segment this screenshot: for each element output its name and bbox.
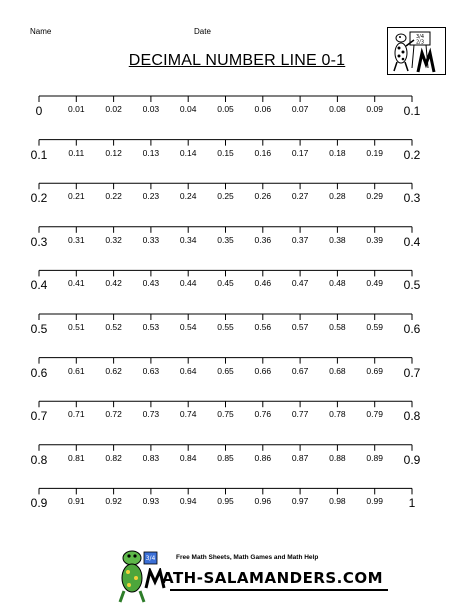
number-line-start-label: 0.8 [30,452,48,467]
number-line-end-label: 1 [408,496,416,511]
number-line-tick-label: 0.84 [179,452,197,463]
number-line-tick-label: 0.26 [254,191,272,202]
number-line-tick-label: 0.51 [68,322,85,332]
number-line-tick-label: 0.94 [179,496,197,507]
number-line-tick-label: 0.19 [366,147,383,158]
number-line-tick-label: 0.38 [329,234,346,245]
number-line-tick-label: 0.33 [142,234,160,245]
number-line-tick-label: 0.31 [68,234,85,245]
number-line-tick-label: 0.69 [366,365,383,376]
number-line-start-label: 0.6 [30,365,48,380]
number-line-tick-label: 0.85 [217,452,234,463]
number-line-tick-label: 0.21 [68,191,85,202]
number-line-tick-label: 0.67 [291,365,309,376]
number-line-tick-label: 0.17 [291,147,309,158]
number-line-tick-label: 0.75 [217,409,234,420]
number-line-tick-label: 0.78 [329,409,346,420]
number-line-tick-label: 0.12 [105,147,122,158]
number-line-tick-label: 0.89 [366,452,383,463]
number-line-tick-label: 0.91 [68,496,85,507]
number-line-tick-label: 0.11 [68,147,85,158]
number-line-tick-label: 0.52 [105,322,122,332]
number-line-end-label: 0.6 [403,322,421,336]
number-line-tick-label: 0.95 [217,496,234,507]
number-line-end-label: 0.5 [403,278,421,293]
number-line-tick-label: 0.87 [291,452,309,463]
footer-tagline: Free Math Sheets, Math Games and Math Help [176,554,319,561]
number-line-tick-label: 0.53 [142,322,160,332]
number-line-tick-label: 0.62 [105,365,122,376]
number-line-tick-label: 0.43 [142,278,160,289]
number-line-tick-label: 0.81 [68,452,85,463]
svg-text:2/3: 2/3 [415,39,425,46]
number-line-tick-label: 0.37 [291,234,309,245]
number-line-tick-label: 0.28 [329,191,346,202]
number-line-start-label: 0.3 [30,234,48,249]
number-line-end-label: 0.7 [403,365,421,380]
number-line-end-label: 0.9 [403,452,421,467]
number-line-tick-label: 0.03 [142,104,160,114]
number-line-start-label: 0 [35,104,43,118]
number-line-tick-label: 0.56 [254,322,272,332]
number-line-tick-label: 0.05 [217,104,234,114]
number-line-tick-label: 0.34 [179,234,197,245]
number-line-tick-label: 0.13 [142,147,160,158]
number-line-end-label: 0.1 [403,104,421,118]
number-line-tick-label: 0.46 [254,278,272,289]
number-line-tick-label: 0.61 [68,365,85,376]
number-line-tick-label: 0.32 [105,234,122,245]
number-line-tick-label: 0.24 [179,191,197,202]
number-line-tick-label: 0.16 [254,147,272,158]
number-line-tick-label: 0.06 [254,104,272,114]
number-line-tick-label: 0.74 [179,409,197,420]
number-line-tick-label: 0.96 [254,496,272,507]
number-line-tick-label: 0.36 [254,234,272,245]
number-line-tick-label: 0.65 [217,365,234,376]
number-line-start-label: 0.1 [30,147,48,162]
number-line-tick-label: 0.66 [254,365,272,376]
number-line-tick-label: 0.57 [291,322,309,332]
number-line-tick-label: 0.15 [217,147,234,158]
number-line-tick-label: 0.42 [105,278,122,289]
number-line-start-label: 0.4 [30,278,48,293]
number-line-tick-label: 0.45 [217,278,234,289]
number-line-tick-label: 0.14 [179,147,197,158]
page-title: DECIMAL NUMBER LINE 0-1 [128,52,346,69]
number-line-start-label: 0.7 [30,409,48,424]
number-line-tick-label: 0.76 [254,409,272,420]
number-line-tick-label: 0.04 [179,104,197,114]
number-line-tick-label: 0.48 [329,278,346,289]
number-line-start-label: 0.9 [30,496,48,511]
number-line-tick-label: 0.01 [68,104,85,114]
number-line-tick-label: 0.88 [329,452,346,463]
number-line-tick-label: 0.92 [105,496,122,507]
number-line-tick-label: 0.09 [366,104,383,114]
number-line-tick-label: 0.08 [329,104,346,114]
number-line-end-label: 0.2 [403,147,421,162]
number-line-end-label: 0.3 [403,191,421,206]
number-line-tick-label: 0.58 [329,322,346,332]
number-line-end-label: 0.4 [403,234,421,249]
number-line-tick-label: 0.86 [254,452,272,463]
number-line-tick-label: 0.73 [142,409,160,420]
number-line-tick-label: 0.59 [366,322,383,332]
number-line-tick-label: 0.29 [366,191,383,202]
number-line-tick-label: 0.64 [179,365,197,376]
number-line-tick-label: 0.72 [105,409,122,420]
number-line-tick-label: 0.41 [68,278,85,289]
date-label: Date [194,27,211,36]
number-line-tick-label: 0.71 [68,409,85,420]
number-line-tick-label: 0.49 [366,278,383,289]
number-line-tick-label: 0.82 [105,452,122,463]
number-line-tick-label: 0.98 [329,496,346,507]
number-line-tick-label: 0.47 [291,278,309,289]
number-line-tick-label: 0.83 [142,452,160,463]
number-line-tick-label: 0.23 [142,191,160,202]
number-line-tick-label: 0.99 [366,496,383,507]
number-line-tick-label: 0.02 [105,104,122,114]
footer-brand: ATH-SALAMANDERS.COM [162,569,384,587]
number-line-tick-label: 0.07 [291,104,309,114]
number-line-tick-label: 0.63 [142,365,160,376]
number-line-start-label: 0.2 [30,191,48,206]
footer-logo [110,546,390,604]
number-line-tick-label: 0.25 [217,191,234,202]
number-line-tick-label: 0.77 [291,409,309,420]
svg-text:3/4: 3/4 [145,555,156,562]
number-line-tick-label: 0.27 [291,191,309,202]
svg-text:3/4: 3/4 [415,34,425,40]
number-line-tick-label: 0.22 [105,191,122,202]
number-line-tick-label: 0.79 [366,409,383,420]
number-line-tick-label: 0.35 [217,234,234,245]
number-line-start-label: 0.5 [30,322,48,336]
number-line-tick-label: 0.18 [329,147,346,158]
name-label: Name [30,27,52,36]
footer-underline [170,589,388,591]
number-line-tick-label: 0.97 [291,496,309,507]
number-line-tick-label: 0.93 [142,496,160,507]
number-line-tick-label: 0.39 [366,234,383,245]
number-line-tick-label: 0.54 [179,322,197,332]
number-line-tick-label: 0.55 [217,322,234,332]
number-line-tick-label: 0.68 [329,365,346,376]
number-line-end-label: 0.8 [403,409,421,424]
number-line-tick-label: 0.44 [179,278,197,289]
